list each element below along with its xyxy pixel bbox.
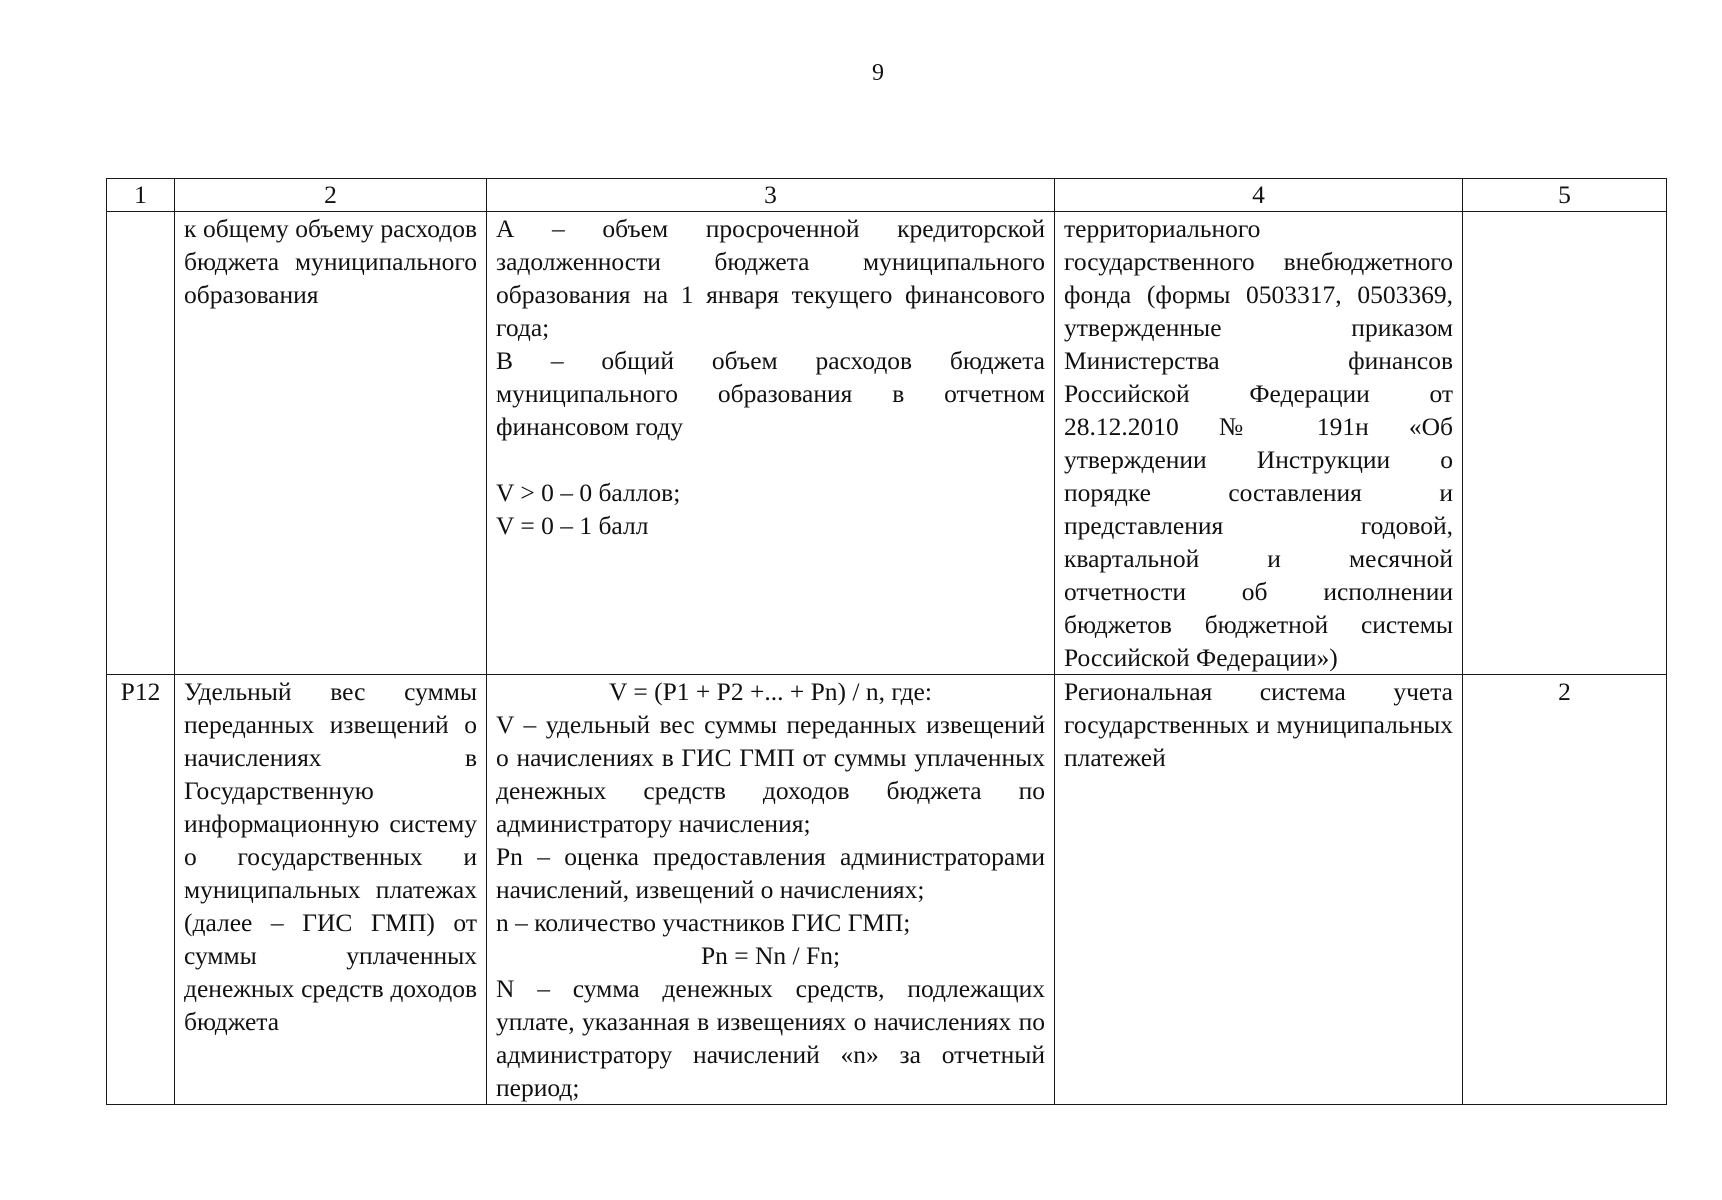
method-cell [487, 212, 1055, 675]
source-cell [1055, 675, 1463, 1105]
method-paragraph: В – общий объем расходов бюджета муниципального образования в отчетном финансовом году [496, 346, 1045, 441]
table-row [107, 675, 1667, 1105]
indicator-cell [175, 212, 487, 675]
source-cell [1055, 212, 1463, 675]
indicator-text: Удельный вес суммы переданных извещений о начислениях в Государственную информационную систему о государственных и муниципальных платежах (далее – ГИС ГМП) от суммы уплаченных денежных средств доходов бюджета [184, 677, 477, 1036]
formula-line: Pn = Nn / Fn; [700, 941, 841, 970]
indicator-cell [175, 675, 487, 1105]
method-paragraph: V = 0 – 1 балл [496, 511, 649, 540]
max-score-cell: 2 [1463, 675, 1667, 1105]
row-number: Р12 [107, 675, 175, 1105]
method-paragraph: V – удельный вес суммы переданных извещений о начислениях в ГИС ГМП от суммы уплаченных денежных средств доходов бюджета по администратору начисления; [496, 710, 1045, 838]
header-col-5: 5 [1463, 179, 1667, 212]
max-score-cell [1463, 212, 1667, 675]
blank-line [496, 443, 1045, 476]
criteria-table [106, 178, 1667, 1105]
method-cell [487, 675, 1055, 1105]
header-col-1: 1 [107, 179, 175, 212]
method-paragraph: V > 0 – 0 баллов; [496, 478, 681, 507]
source-text: Региональная система учета государственных и муниципальных платежей [1064, 677, 1453, 772]
formula-line: V = (P1 + P2 +... + Pn) / n, где: [609, 677, 932, 706]
table-row [107, 212, 1667, 675]
method-paragraph: n – количество участников ГИС ГМП; [496, 908, 911, 937]
header-col-4: 4 [1055, 179, 1463, 212]
page-number: 9 [872, 60, 884, 86]
indicator-text: к общему объему расходов бюджета муниципального образования [184, 214, 477, 309]
row-number [107, 212, 175, 675]
header-col-3: 3 [487, 179, 1055, 212]
header-col-2: 2 [175, 179, 487, 212]
method-paragraph: А – объем просроченной кредиторской задолженности бюджета муниципального образования на 1 января текущего финансового года; [496, 214, 1045, 342]
method-paragraph: N – сумма денежных средств, подлежащих уплате, указанная в извещениях о начислениях по администратору начислений «n» за отчетный период; [496, 974, 1045, 1102]
source-text: территориального государственного внебюджетного фонда (формы 0503317, 0503369, утвержденные приказом Министерства финансов Российской Федерации от 28.12.2010 № 191н «Об утверждении Инструкции о порядке составления и представления годовой, квартальной и месячной отчетности об исполнении бюджетов бюджетной системы Российской Федерации») [1064, 214, 1453, 672]
table-header-row [107, 179, 1667, 212]
method-paragraph: Pn – оценка предоставления администраторами начислений, извещений о начислениях; [496, 842, 1045, 904]
